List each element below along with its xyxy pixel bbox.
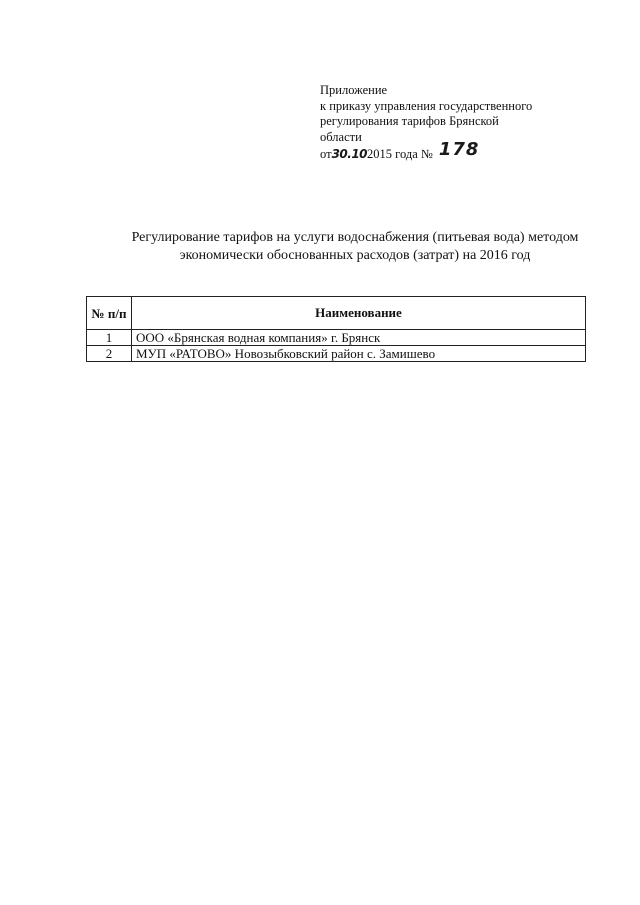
organizations-table	[86, 296, 586, 362]
table-row	[87, 346, 586, 362]
row-num: 2	[87, 346, 132, 362]
row-num: 1	[87, 330, 132, 346]
row-name: ООО «Брянская водная компания» г. Брянск	[132, 330, 586, 346]
handwritten-order-number: 178	[438, 139, 480, 160]
date-prefix: от	[320, 147, 332, 161]
appendix-line: регулирования тарифов Брянской	[320, 114, 499, 128]
table-row	[87, 330, 586, 346]
table-header-row	[87, 297, 586, 330]
title-line: экономически обоснованных расходов (затрат) на 2016 год	[179, 248, 531, 263]
date-suffix: 2015 года №	[367, 147, 433, 161]
title-line: Регулирование тарифов на услуги водоснабжения (питьевая вода) методом	[131, 230, 579, 245]
header-num: № п/п	[87, 297, 132, 330]
header-name: Наименование	[132, 297, 586, 330]
appendix-line: Приложение	[320, 83, 388, 97]
handwritten-date: 30.10	[331, 147, 368, 161]
appendix-block	[320, 83, 532, 163]
appendix-line: области	[320, 129, 362, 144]
appendix-line: к приказу управления государственного	[320, 98, 533, 113]
order-date-line	[320, 139, 532, 163]
document-title	[60, 229, 640, 265]
row-name: МУП «РАТОВО» Новозыбковский район с. Замишево	[132, 346, 586, 362]
